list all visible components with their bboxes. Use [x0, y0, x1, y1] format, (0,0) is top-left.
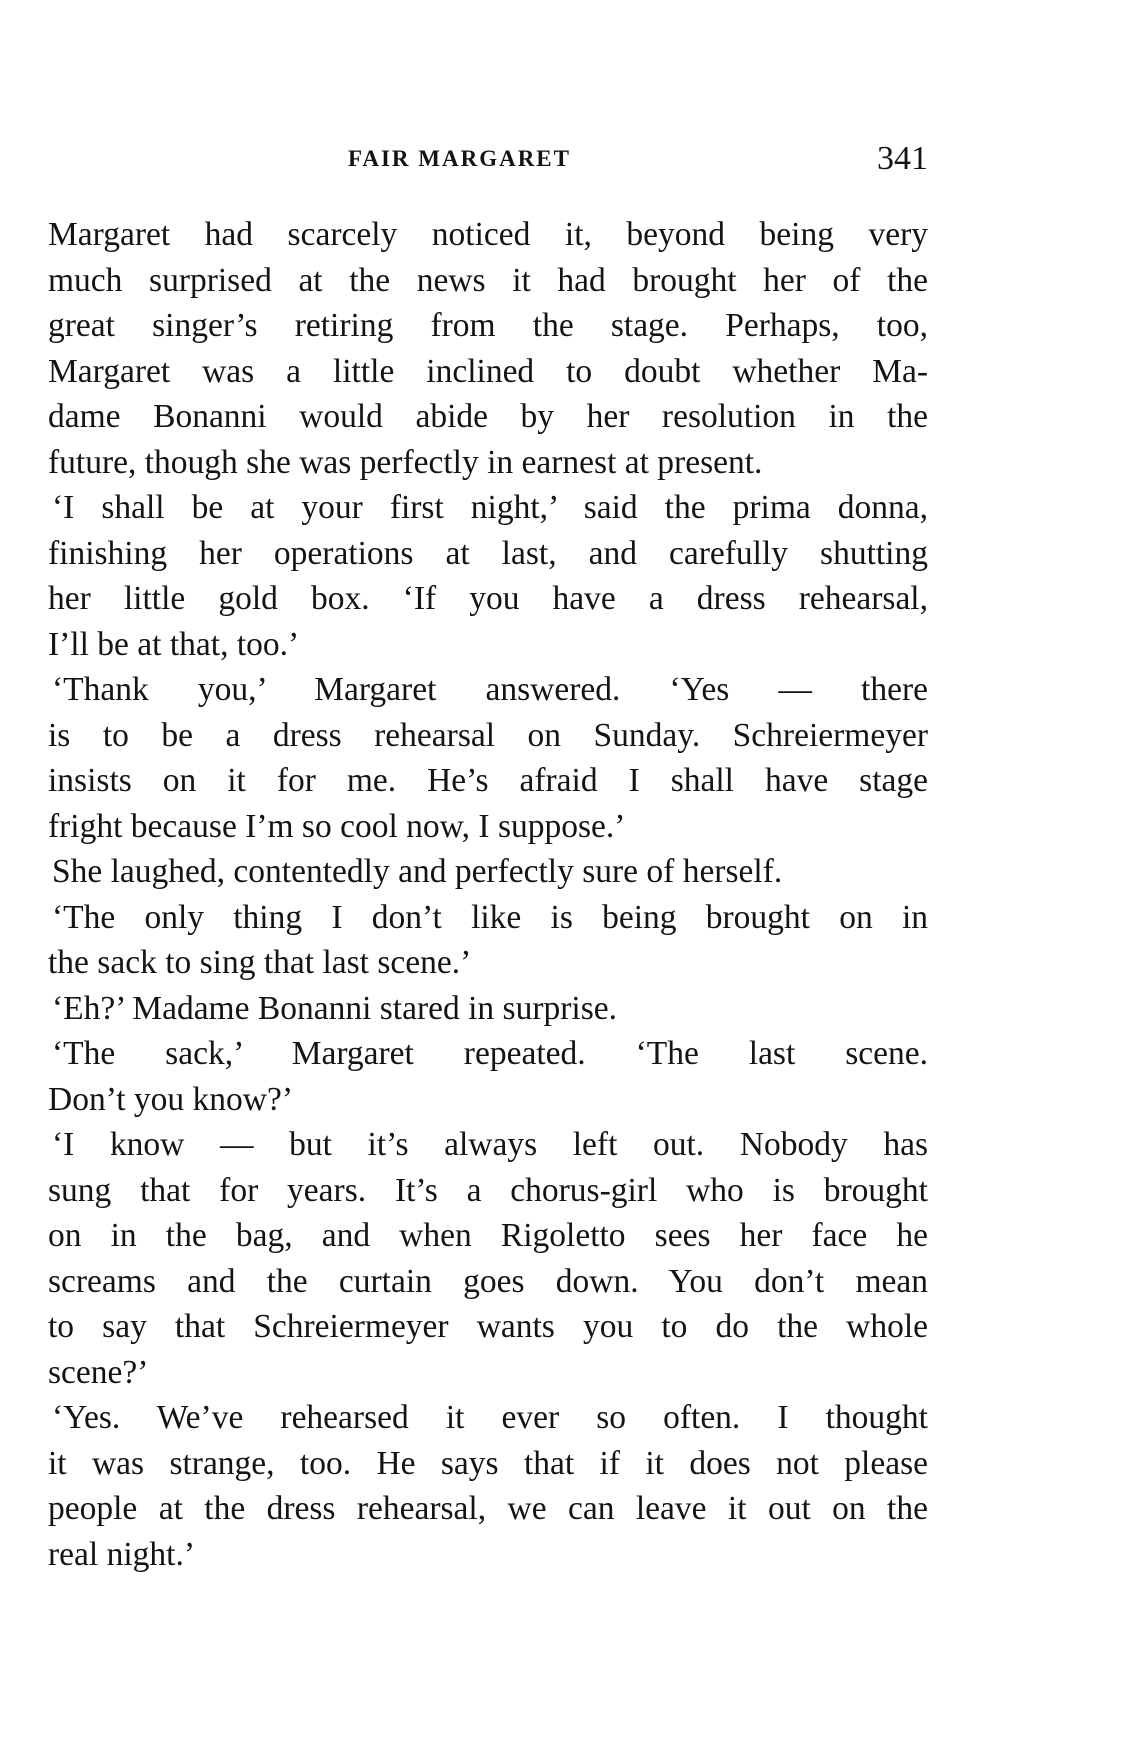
text-line: Margaret had scarcely noticed it, beyond being very — [48, 216, 928, 253]
running-title: FAIR MARGARET — [348, 146, 571, 171]
text-line: people at the dress rehearsal, we can leave it out on the — [48, 1490, 928, 1527]
text-line: real night.’ — [48, 1535, 195, 1573]
text-line: ‘Eh?’ Madame Bonanni stared in surprise. — [52, 989, 617, 1027]
text-line: to say that Schreiermeyer wants you to do the whole — [48, 1308, 928, 1345]
text-line: her little gold box. ‘If you have a dress rehearsal, — [48, 580, 928, 617]
text-line: ‘Thank you,’ Margaret answered. ‘Yes — there — [52, 671, 928, 708]
text-line: the sack to sing that last scene.’ — [48, 944, 472, 981]
text-line: scene?’ — [48, 1353, 149, 1391]
text-line: screams and the curtain goes down. You don’t mean — [48, 1262, 928, 1300]
text-line: sung that for years. It’s a chorus-girl who is brought — [48, 1171, 928, 1209]
text-line: She laughed, contentedly and perfectly sure of herself. — [52, 853, 783, 890]
text-line: ‘Yes. We’ve rehearsed it ever so often. I thought — [52, 1399, 928, 1436]
text-line: ‘The sack,’ Margaret repeated. ‘The last scene. — [52, 1035, 928, 1072]
text-line: great singer’s retiring from the stage. Perhaps, too, — [48, 307, 928, 344]
text-line: is to be a dress rehearsal on Sunday. Schreiermeyer — [48, 716, 928, 754]
text-line: much surprised at the news it had brought her of the — [48, 261, 928, 299]
text-line: ‘I know — but it’s always left out. Nobody has — [52, 1126, 928, 1163]
running-head — [48, 140, 928, 190]
text-line: finishing her operations at last, and carefully shutting — [48, 534, 928, 572]
text-line: on in the bag, and when Rigoletto sees her face he — [48, 1217, 928, 1254]
page-number: 341 — [877, 140, 928, 177]
text-line: insists on it for me. He’s afraid I shall have stage — [48, 762, 928, 799]
text-line: it was strange, too. He says that if it does not please — [48, 1444, 928, 1482]
text-line: ‘The only thing I don’t like is being brought on in — [52, 898, 928, 936]
text-line: dame Bonanni would abide by her resolution in the — [48, 398, 928, 435]
text-line: fright because I’m so cool now, I suppose.’ — [48, 807, 626, 845]
body-text — [48, 212, 928, 1577]
text-line: Don’t you know?’ — [48, 1080, 294, 1118]
text-line: I’ll be at that, too.’ — [48, 625, 300, 663]
text-line: ‘I shall be at your first night,’ said the prima donna, — [52, 489, 928, 526]
text-line: Margaret was a little inclined to doubt whether Ma- — [48, 352, 928, 390]
text-line: future, though she was perfectly in earnest at present. — [48, 443, 763, 481]
